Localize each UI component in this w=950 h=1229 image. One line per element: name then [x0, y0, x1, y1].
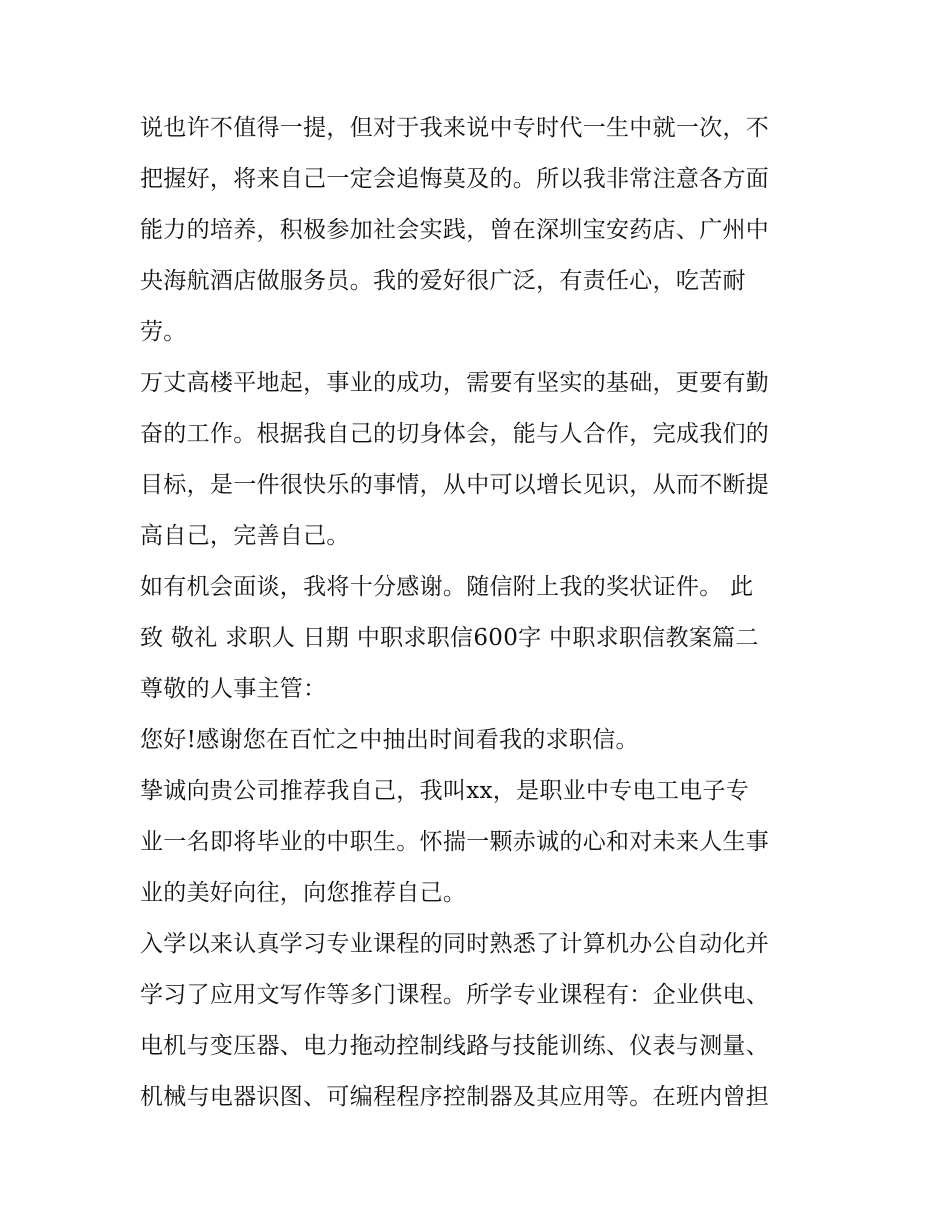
- text-line: 万丈高楼平地起，事业的成功，需要有坚实的基础，更要有勤: [140, 370, 770, 396]
- text-line: 挚诚向贵公司推荐我自己，我叫xx，是职业中专电工电子专: [140, 778, 750, 804]
- text-line: 入学以来认真学习专业课程的同时熟悉了计算机办公自动化并: [140, 931, 770, 957]
- salutation-line: 尊敬的人事主管：: [140, 676, 327, 702]
- text-line: 您好!感谢您在百忙之中抽出时间看我的求职信。: [140, 727, 639, 753]
- text-line: 劳。: [140, 319, 187, 345]
- text-line: 说也许不值得一提，但对于我来说中专时代一生中就一次，不: [140, 115, 770, 141]
- text-line: 学习了应用文写作等多门课程。所学专业课程有：企业供电、: [140, 982, 770, 1008]
- text-line: 央海航酒店做服务员。我的爱好很广泛，有责任心，吃苦耐: [140, 268, 746, 294]
- text-line: 致 敬礼 求职人 日期 中职求职信600字 中职求职信教案篇二: [140, 625, 759, 651]
- text-line: 电机与变压器、电力拖动控制线路与技能训练、仪表与测量、: [140, 1033, 770, 1059]
- text-line: 目标，是一件很快乐的事情，从中可以增长见识，从而不断提: [140, 472, 770, 498]
- text-line: 能力的培养，积极参加社会实践，曾在深圳宝安药店、广州中: [140, 217, 770, 243]
- text-line: 高自己，完善自己。: [140, 523, 350, 549]
- text-line: 如有机会面谈，我将十分感谢。随信附上我的奖状证件。 此: [140, 574, 754, 600]
- document-body: [140, 103, 812, 1123]
- text-line: 业一名即将毕业的中职生。怀揣一颗赤诚的心和对未来人生事: [140, 829, 770, 855]
- text-line: 机械与电器识图、可编程程序控制器及其应用等。在班内曾担: [140, 1084, 770, 1110]
- text-line: 业的美好向往，向您推荐自己。: [140, 880, 467, 906]
- text-line: 奋的工作。根据我自己的切身体会，能与人合作，完成我们的: [140, 421, 770, 447]
- text-line: 把握好，将来自己一定会追悔莫及的。所以我非常注意各方面: [140, 166, 770, 192]
